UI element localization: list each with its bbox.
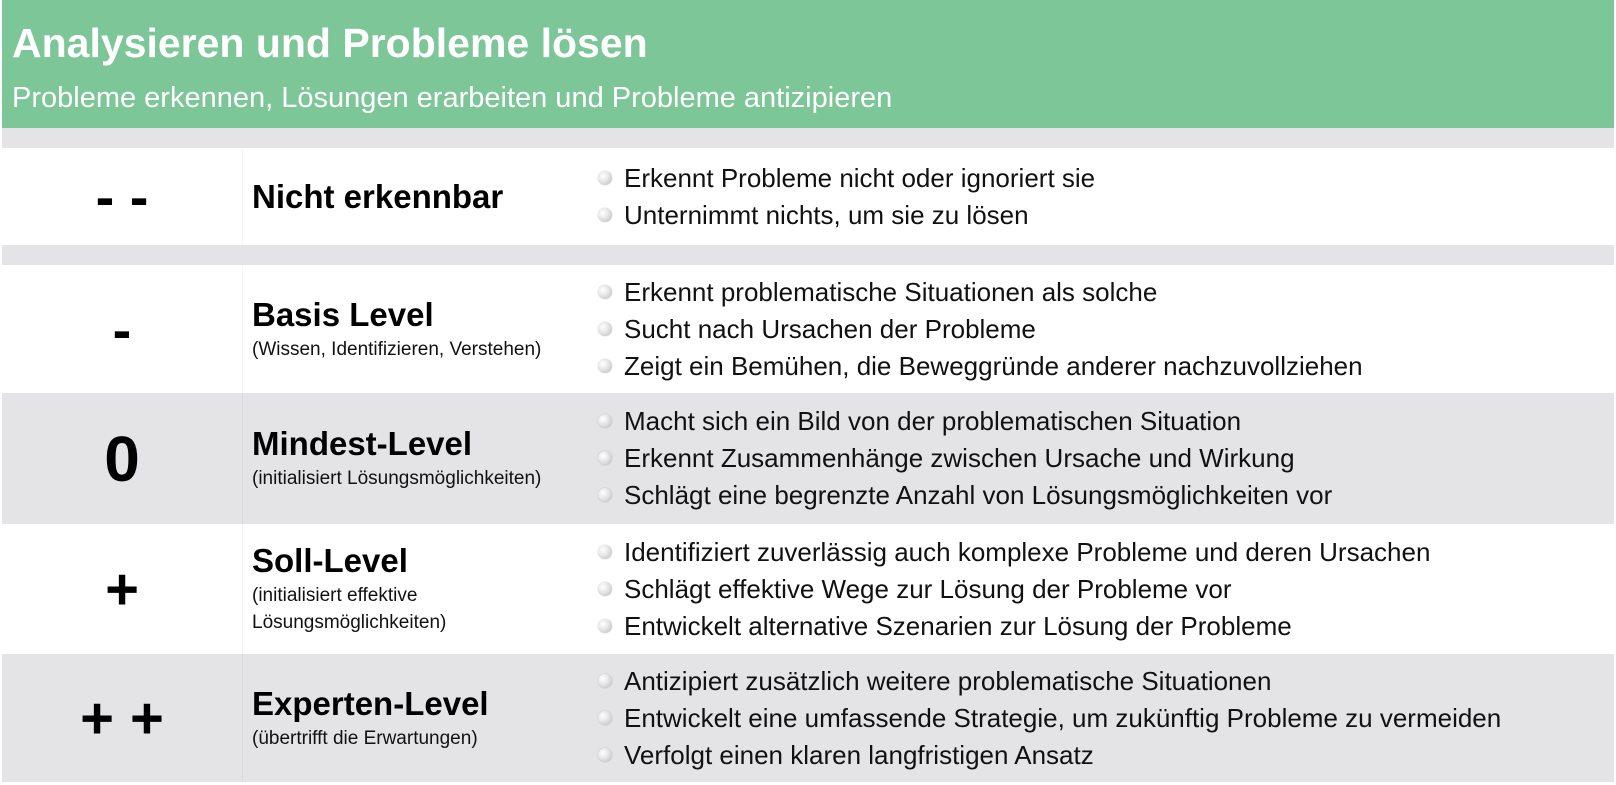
bullet-icon (598, 171, 612, 185)
list-item-text: Erkennt problematische Situationen als solche (624, 276, 1158, 307)
behavior-list (598, 148, 1604, 245)
bullet-icon (598, 674, 612, 688)
level-note: (initialisiert effektive Lösungsmöglichkeiten) (252, 585, 447, 633)
level-name: Basis Level (252, 295, 434, 333)
list-item-text: Entwickelt alternative Szenarien zur Lösung der Probleme (624, 610, 1292, 641)
list-item-text: Verfolgt einen klaren langfristigen Ansatz (624, 739, 1094, 770)
bullet-icon (598, 711, 612, 725)
list-item (598, 197, 1604, 234)
list-item (598, 274, 1604, 311)
list-item-text: Sucht nach Ursachen der Probleme (624, 313, 1036, 344)
level-note: (initialisiert Lösungsmöglichkeiten) (252, 468, 542, 489)
list-item (598, 440, 1604, 477)
list-item (598, 348, 1604, 385)
list-item (598, 477, 1604, 514)
behavior-list (598, 654, 1604, 782)
bullet-icon (598, 545, 612, 559)
page-subtitle: Probleme erkennen, Lösungen erarbeiten und Probleme antizipieren (12, 82, 893, 114)
bullet-icon (598, 359, 612, 373)
bullet-icon (598, 748, 612, 762)
bullet-icon (598, 582, 612, 596)
list-item (598, 700, 1604, 737)
level-symbol: + (105, 556, 139, 622)
level-label (252, 654, 582, 782)
level-label (252, 265, 582, 393)
bullet-icon (598, 619, 612, 633)
level-row-nicht-erkennbar (2, 148, 1614, 245)
list-item-text: Schlägt eine begrenzte Anzahl von Lösungsmöglichkeiten vor (624, 480, 1333, 510)
list-item-text: Zeigt ein Bemühen, die Beweggründe anderer nachzuvollziehen (624, 350, 1363, 381)
list-item-text: Identifiziert zuverlässig auch komplexe Probleme und deren Ursachen (624, 536, 1431, 567)
behavior-list (598, 393, 1604, 524)
list-item (598, 608, 1604, 645)
level-row-experten (2, 654, 1614, 782)
bullet-icon (598, 451, 612, 465)
bullet-icon (598, 285, 612, 299)
column-divider (242, 148, 243, 245)
separator-band-top (2, 128, 1614, 148)
level-note: (Wissen, Identifizieren, Verstehen) (252, 338, 542, 360)
behavior-list (598, 524, 1604, 654)
list-item-text: Macht sich ein Bild von der problematischen Situation (624, 406, 1242, 436)
column-divider (242, 265, 243, 393)
list-item-text: Erkennt Probleme nicht oder ignoriert sie (624, 162, 1096, 193)
list-item-text: Antizipiert zusätzlich weitere problematische Situationen (624, 665, 1272, 696)
bullet-icon (598, 322, 612, 336)
level-name: Mindest-Level (252, 425, 473, 462)
separator-band-middle (2, 245, 1614, 265)
header-banner (2, 0, 1614, 128)
list-item-text: Entwickelt eine umfassende Strategie, um zukünftig Probleme zu vermeiden (624, 702, 1502, 733)
list-item-text: Erkennt Zusammenhänge zwischen Ursache und Wirkung (624, 443, 1295, 473)
list-item-text: Schlägt effektive Wege zur Lösung der Probleme vor (624, 573, 1232, 604)
list-item-text: Unternimmt nichts, um sie zu lösen (624, 199, 1029, 230)
list-item (598, 311, 1604, 348)
list-item (598, 663, 1604, 700)
level-note: (übertrifft die Erwartungen) (252, 727, 478, 749)
list-item (598, 534, 1604, 571)
level-name: Experten-Level (252, 684, 489, 722)
level-name: Soll-Level (252, 542, 408, 579)
level-row-basis (2, 265, 1614, 393)
column-divider (242, 393, 243, 524)
level-symbol: - (112, 297, 132, 361)
level-label (252, 524, 582, 654)
list-item (598, 737, 1604, 774)
column-divider (242, 524, 243, 654)
column-divider (242, 654, 243, 782)
bullet-icon (598, 414, 612, 428)
behavior-list (598, 265, 1604, 393)
level-label (252, 393, 582, 524)
list-item (598, 403, 1604, 440)
list-item (598, 571, 1604, 608)
list-item (598, 160, 1604, 197)
level-symbol: 0 (104, 422, 140, 495)
level-label (252, 148, 582, 245)
level-symbol: - - (95, 165, 149, 228)
level-symbol: + + (80, 685, 164, 751)
page-title: Analysieren und Probleme lösen (12, 20, 648, 66)
level-row-mindest (2, 393, 1614, 524)
level-row-soll (2, 524, 1614, 654)
bullet-icon (598, 488, 612, 502)
level-name: Nicht erkennbar (252, 177, 504, 215)
bullet-icon (598, 208, 612, 222)
